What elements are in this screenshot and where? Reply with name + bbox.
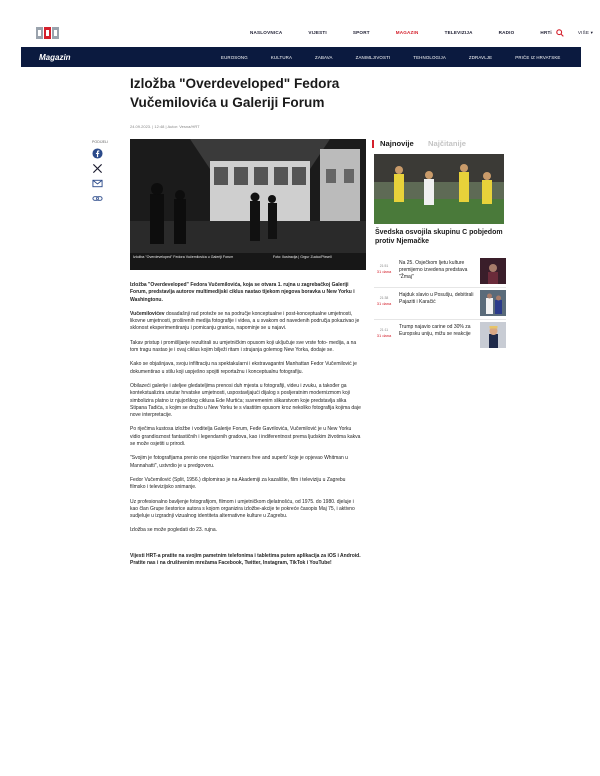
item-title[interactable]: Hajduk slavio u Posušju, debitirali Pajaziti i Karačić [399, 292, 474, 305]
item-thumbnail [480, 290, 506, 316]
article-title: Izložba "Overdeveloped" Fedora Vučemilovića u Galeriji Forum [130, 76, 340, 110]
article-meta: 24.09.2023. | 12:48 | Autor: Vesna/HRT [130, 124, 200, 129]
item-time [374, 264, 394, 274]
article-paragraph: Obilazeći galerije i ateljee gledateljima prenosi duh mjesta u fotografiji, videu i zvuku, a također ga kontekstualizira unutar hrvatske umjetnosti, uspostavljajući dijalog s posljeratnim modernizmom koji simbolizira platno iz njujorškog ciklusa Ede Murtića; suvremenim slikarstvom koje predstavlja slika Stipana Tadića, s kojim se družio u New Yorku te s vlastitim opusom kroz nekoliko fotografija kojima daje nove interpretacije. [130, 382, 361, 419]
section-item-price[interactable]: PRIČE IZ HRVATSKE [515, 55, 561, 60]
section-item-kultura[interactable]: KULTURA [270, 55, 293, 60]
main-menu [250, 30, 593, 36]
item-hour: 21:51 [379, 264, 389, 268]
nav-televizija[interactable]: TELEVIZIJA [444, 30, 473, 35]
lead-text: , koja se otvara 1. rujna u zagrebačkoj Galeriji Forum, predstavlja autorov multimedijski ciklus nastao tijekom njegova boravka u New Yorku i Washingtonu. [130, 282, 355, 303]
caption-text: Izložba "Overdeveloped" Fedora Vučemilovića u Galeriji Forum [133, 255, 234, 259]
item-day: 31 dana [376, 301, 392, 306]
share-bar [92, 140, 110, 208]
hrt-logo[interactable] [36, 25, 60, 41]
section-item-zanimljivosti[interactable]: ZANIMLJIVOSTI [355, 55, 391, 60]
item-title[interactable]: Na 25. Osječkom ljetu kulture premijerno izvedena predstava "Žmaj" [399, 260, 468, 280]
section-item-zdravlje[interactable]: ZDRAVLJE [468, 55, 493, 60]
list-item[interactable] [374, 290, 506, 320]
list-item[interactable] [374, 258, 506, 288]
sidebar [372, 136, 508, 338]
divider [374, 319, 506, 320]
tab-najnovije[interactable]: Najnovije [380, 139, 414, 148]
article-paragraph [130, 311, 362, 333]
author-link[interactable]: Vučemilovićev [130, 310, 165, 317]
nav-hrti[interactable]: HRTi [540, 30, 552, 35]
item-thumbnail [480, 258, 506, 284]
nav-sport[interactable]: SPORT [352, 30, 370, 35]
item-day: 31 dana [376, 333, 392, 338]
top-navigation [0, 0, 600, 46]
nav-radio[interactable]: RADIO [498, 30, 515, 35]
item-thumbnail [480, 322, 506, 348]
list-item[interactable] [374, 322, 506, 352]
app-promo-note: Vijesti HRT-a pratite na svojim pametnim telefonima i tabletima putem aplikacija za iOS i Android. Pratite nas i na društvenim mrežama Facebook, Twitter, Instagram, TikTok i YouTube! [130, 552, 361, 567]
active-tab-indicator [372, 140, 374, 148]
lead-author-link[interactable]: Fedora Vučemilovića [190, 282, 241, 288]
article-photo [130, 139, 366, 270]
item-hour: 21:11 [379, 328, 389, 332]
article-paragraph: Fedor Vučemilović (Split, 1956.) diplomirao je na Akademiji za kazalište, film i televiziju u Zagrebu filmsko i televizijsko snimanje. [130, 476, 346, 491]
section-bar [21, 47, 581, 67]
section-menu [221, 55, 583, 60]
lead-exhibition: Izložba "Overdeveloped" [130, 282, 189, 288]
section-item-eurosong[interactable]: EUROSONG [221, 55, 248, 60]
facebook-icon[interactable] [92, 148, 103, 159]
x-twitter-icon[interactable] [92, 163, 103, 174]
article-paragraph: Takav pristup i promišljanje rezultirali su umjetničkim opusom koji uključuje sve vrste foto- medija, a na tom tragu nastao je i ovaj ciklus kojim bilježi ritam i strujanja golemog New Yorka, dodaje se. [130, 339, 357, 354]
section-item-zabava[interactable]: ZABAVA [315, 55, 333, 60]
tab-najcitanije[interactable]: Najčitanije [428, 139, 466, 148]
nav-more-dropdown[interactable]: VIŠE ▾ [577, 30, 594, 35]
photo-caption [130, 253, 366, 270]
item-title[interactable]: Trump najavio carine od 30% za Europsku uniju, mižu se reakcije [399, 324, 471, 337]
article-paragraph: Uz profesionalno bavljenje fotografijom, filmom i umjetničkom djelatnošću, od 1975. do 1980. djeluje i kao član Grupe šestorice autora s kojom organizira izložbe-akcije te pokreće časopis Maj 75, i aktivno sudjeluje u izgradnji vizualnog identiteta alternativne kulture u Zagrebu. [130, 498, 355, 520]
article-paragraph: Kako se objašnjava, svoju infiltraciju na spektakularni i ekstravagantni Manhattan Fedor Vučemilović je dokumentirao u stilu koji uspješno spojiti reportažnu i konceptualnu fotografiju. [130, 361, 357, 375]
article-lead [130, 282, 362, 304]
section-item-tehnologija[interactable]: TEHNOLOGIJA [413, 55, 446, 60]
sidebar-tabs [372, 136, 508, 150]
article-paragraph: Po riječima kustosa izložbe i voditelja Galerije Forum, Feđe Gavrilovića, Vučemilović je u New Yorku vidio grandioznost fantastičnih i legendarnih gradova, kao i indiferentnost prema ljudskim životima kakva se može osjetiti u prirodi. [130, 426, 361, 448]
sidebar-hero-title[interactable]: Švedska osvojila skupinu C pobjedom protiv Njemačke [375, 229, 503, 245]
divider [374, 287, 506, 288]
sidebar-hero-image[interactable] [374, 154, 504, 224]
item-time [374, 296, 394, 306]
search-icon[interactable] [556, 29, 564, 37]
article-paragraph: Izložba se može pogledati do 23. rujna. [130, 527, 217, 534]
item-day: 31 dana [376, 269, 392, 274]
nav-vijesti[interactable]: VIJESTI [308, 30, 327, 35]
item-time [374, 328, 394, 338]
item-hour: 21:38 [379, 296, 389, 300]
nav-magazin[interactable]: MAGAZIN [395, 30, 419, 35]
copy-link-icon[interactable] [92, 193, 103, 204]
nav-naslovnica[interactable]: NASLOVNICA [250, 30, 283, 35]
paragraph-text: dosadašnji rad proteže se na područje konceptualne i post-konceptualne umjetnosti, likovne umjetnosti, proširenih medija fotografije i videa, a u svakom od navedenih područja pokazivao je sklonost eksperimentiranju i pomicanju granica, napominje se u najavi. [130, 310, 360, 332]
photo-credit: Foto: Ilustracija | Grgur Zucko/Pixsell [273, 255, 332, 259]
share-label: PODIJELI [92, 140, 108, 144]
article-paragraph: "Svojim je fotografijama prenio one njujorške 'manners free and superb' koje je opjevao Whitman u Mannahatti", ustvrdio je u predgovoru. [130, 455, 348, 469]
email-icon[interactable] [92, 178, 103, 189]
article-body [130, 282, 362, 574]
section-title[interactable]: Magazin [39, 53, 71, 62]
